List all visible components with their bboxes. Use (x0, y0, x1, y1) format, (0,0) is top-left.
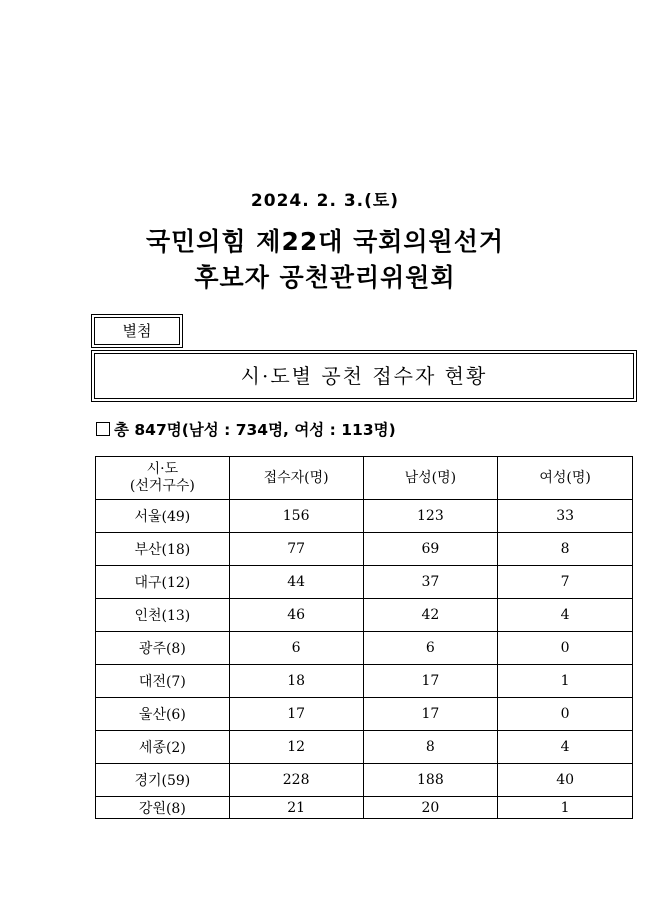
cell-female: 0 (498, 698, 633, 731)
cell-male: 69 (363, 533, 498, 566)
table-row (96, 533, 633, 566)
cell-applicants: 156 (229, 500, 363, 533)
header-region-line1: 시·도 (146, 461, 179, 477)
cell-applicants: 21 (229, 797, 363, 819)
document-title-line1: 국민의힘 제22대 국회의원선거 (146, 227, 504, 256)
table-row (96, 599, 633, 632)
document-date: 2024. 2. 3.(토) (250, 191, 400, 211)
cell-male: 20 (363, 797, 498, 819)
cell-male: 123 (363, 500, 498, 533)
checkbox-square-icon (96, 422, 110, 436)
table-row (96, 500, 633, 533)
header-female: 여성(명) (498, 457, 633, 500)
applicants-table (95, 456, 633, 819)
table-row (96, 566, 633, 599)
cell-applicants: 46 (229, 599, 363, 632)
cell-male: 17 (363, 665, 498, 698)
cell-female: 33 (498, 500, 633, 533)
cell-female: 4 (498, 599, 633, 632)
cell-region: 대구(12) (96, 566, 230, 599)
table-row (96, 665, 633, 698)
cell-region: 대전(7) (96, 665, 230, 698)
cell-female: 7 (498, 566, 633, 599)
header-male: 남성(명) (363, 457, 498, 500)
cell-female: 4 (498, 731, 633, 764)
cell-region: 경기(59) (96, 764, 230, 797)
cell-region: 울산(6) (96, 698, 230, 731)
cell-male: 188 (363, 764, 498, 797)
header-applicants: 접수자(명) (229, 457, 363, 500)
cell-applicants: 44 (229, 566, 363, 599)
table-row (96, 698, 633, 731)
cell-region: 강원(8) (96, 797, 230, 819)
cell-applicants: 18 (229, 665, 363, 698)
cell-region: 인천(13) (96, 599, 230, 632)
document-title-line2: 후보자 공천관리위원회 (194, 263, 456, 292)
table-row (96, 731, 633, 764)
cell-region: 세종(2) (96, 731, 230, 764)
cell-applicants: 77 (229, 533, 363, 566)
cell-applicants: 228 (229, 764, 363, 797)
cell-male: 8 (363, 731, 498, 764)
header-region (96, 457, 230, 500)
summary-line (96, 418, 396, 440)
cell-region: 부산(18) (96, 533, 230, 566)
cell-applicants: 6 (229, 632, 363, 665)
cell-male: 17 (363, 698, 498, 731)
cell-region: 서울(49) (96, 500, 230, 533)
cell-male: 37 (363, 566, 498, 599)
table-header-row (96, 457, 633, 500)
cell-applicants: 17 (229, 698, 363, 731)
cell-male: 42 (363, 599, 498, 632)
cell-applicants: 12 (229, 731, 363, 764)
cell-male: 6 (363, 632, 498, 665)
cell-female: 1 (498, 797, 633, 819)
cell-female: 40 (498, 764, 633, 797)
cell-female: 8 (498, 533, 633, 566)
table-row (96, 632, 633, 665)
cell-female: 1 (498, 665, 633, 698)
cell-region: 광주(8) (96, 632, 230, 665)
section-headline: 시·도별 공천 접수자 현황 (94, 353, 634, 399)
table-row (96, 764, 633, 797)
attachment-label: 별첨 (94, 317, 180, 345)
table-row (96, 797, 633, 819)
summary-text: 총 847명(남성 : 734명, 여성 : 113명) (114, 421, 396, 439)
header-region-line2: (선거구수) (129, 478, 195, 494)
cell-female: 0 (498, 632, 633, 665)
